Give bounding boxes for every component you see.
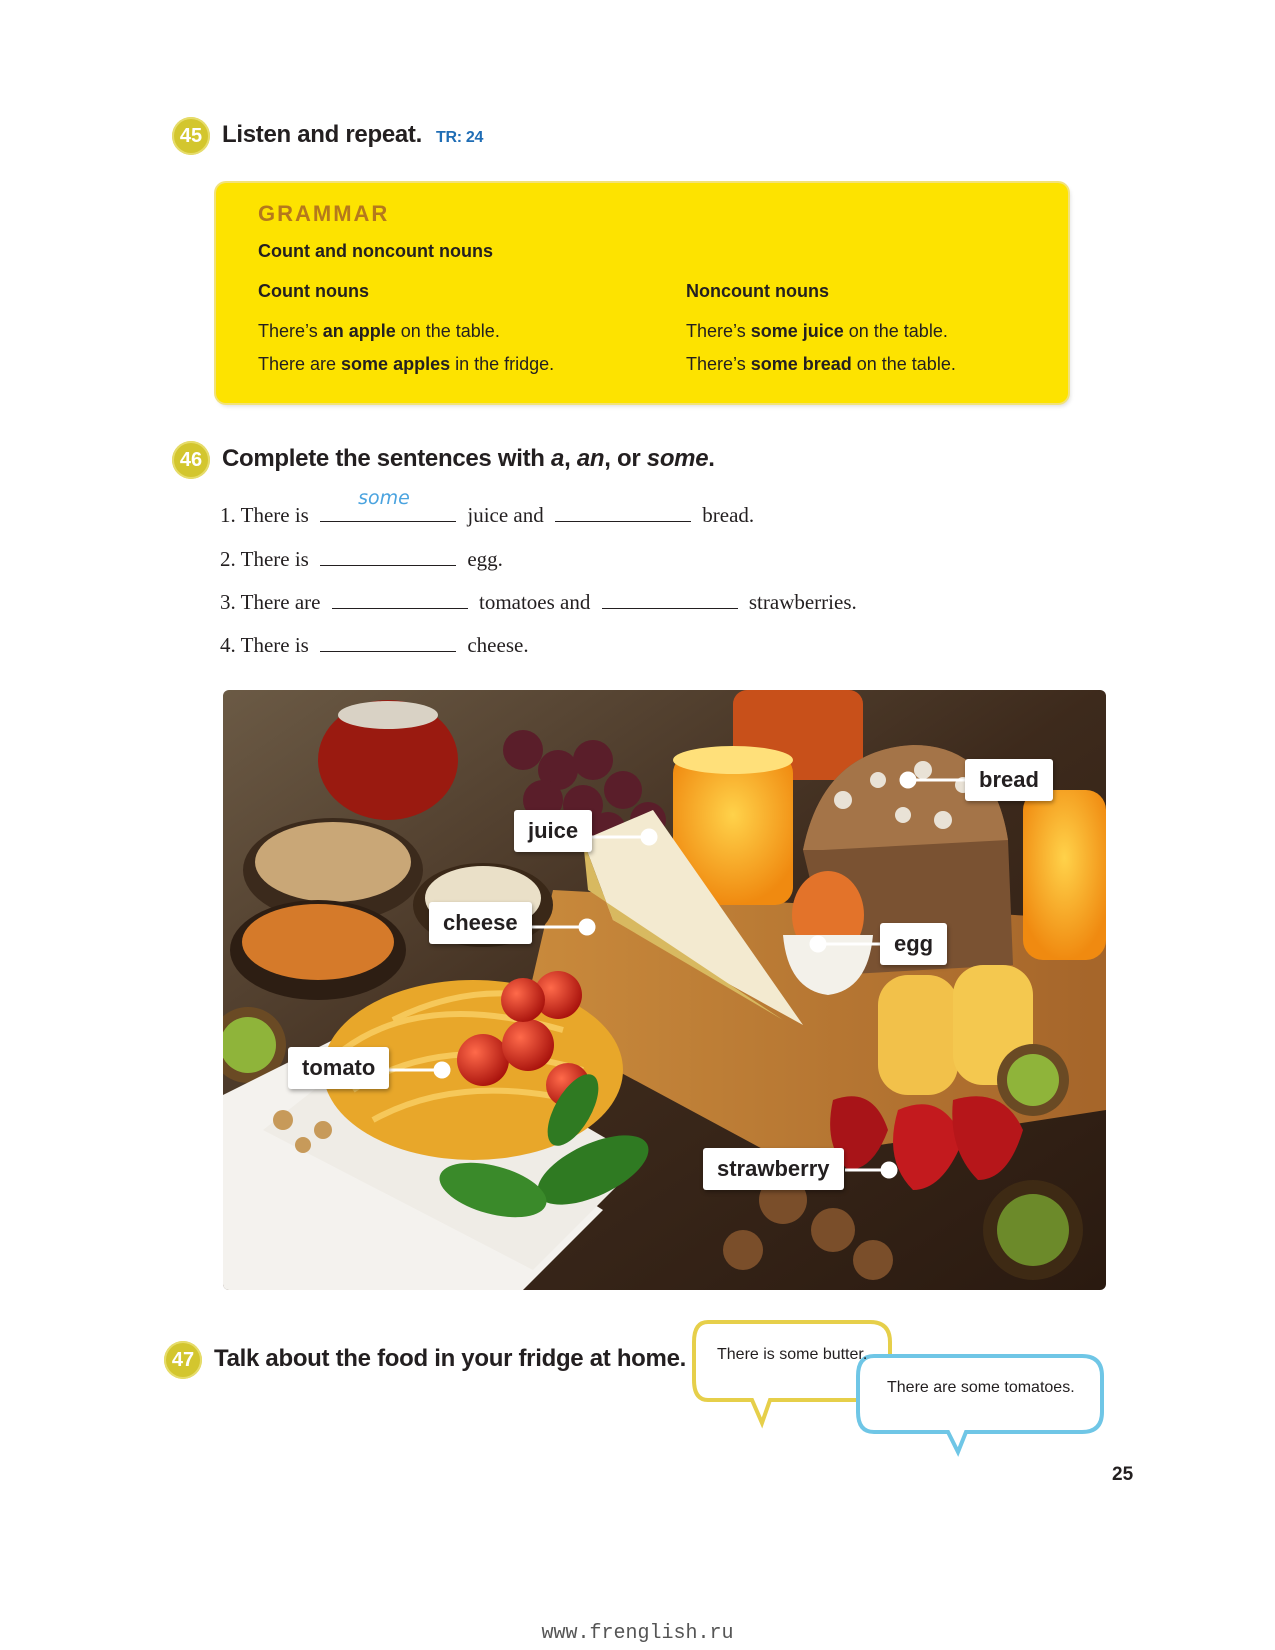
noncount-nouns-heading: Noncount nouns bbox=[686, 281, 829, 301]
answer-blank[interactable] bbox=[332, 588, 468, 609]
exercise-heading: Complete the sentences with a, an, or some. bbox=[222, 445, 715, 472]
answer-blank[interactable] bbox=[555, 501, 691, 522]
photo-label-bread: bread bbox=[965, 759, 1053, 801]
speech-bubble-text: There are some tomatoes. bbox=[887, 1379, 1075, 1396]
answer-blank[interactable] bbox=[602, 588, 738, 609]
photo-label-strawberry: strawberry bbox=[703, 1148, 844, 1190]
grammar-label: GRAMMAR bbox=[258, 201, 390, 226]
exercise-title: Talk about the food in your fridge at home. bbox=[214, 1345, 686, 1372]
exercise-number-badge: 47 bbox=[164, 1341, 202, 1379]
answer-blank[interactable] bbox=[320, 545, 456, 566]
photo-label-cheese: cheese bbox=[429, 902, 532, 944]
exercise-number-badge: 46 bbox=[172, 441, 210, 479]
count-nouns-heading: Count nouns bbox=[258, 281, 369, 301]
answer-blank[interactable] bbox=[320, 487, 456, 522]
grammar-box bbox=[216, 183, 1068, 403]
grammar-example: There’s an apple on the table. bbox=[258, 321, 500, 341]
exercise-title: Listen and repeat. bbox=[222, 121, 422, 148]
page-number: 25 bbox=[1112, 1464, 1134, 1485]
audio-track-label[interactable]: TR: 24 bbox=[435, 129, 484, 146]
grammar-example: There’s some bread on the table. bbox=[686, 354, 956, 374]
sentence-3: 3. There are tomatoes and strawberries. bbox=[220, 590, 857, 614]
speech-bubble-blue bbox=[858, 1356, 1102, 1452]
footer-url[interactable]: www.frenglish.ru bbox=[541, 1622, 734, 1645]
exercise-number-badge: 45 bbox=[172, 117, 210, 155]
grammar-example: There are some apples in the fridge. bbox=[258, 354, 555, 374]
exercise-heading bbox=[222, 121, 483, 149]
photo-label-tomato: tomato bbox=[288, 1047, 389, 1089]
food-photo bbox=[223, 690, 1106, 1290]
photo-label-egg: egg bbox=[880, 923, 947, 965]
grammar-example: There’s some juice on the table. bbox=[686, 321, 948, 341]
sentence-4: 4. There is cheese. bbox=[220, 633, 529, 657]
grammar-topic: Count and noncount nouns bbox=[258, 241, 493, 261]
photo-label-juice: juice bbox=[514, 810, 592, 852]
sentence-1: 1. There is some juice and bread. bbox=[220, 487, 755, 527]
answer-blank[interactable] bbox=[320, 631, 456, 652]
speech-bubble-text: There is some butter. bbox=[717, 1346, 868, 1363]
example-answer: some bbox=[358, 487, 410, 509]
sentence-2: 2. There is egg. bbox=[220, 547, 503, 571]
